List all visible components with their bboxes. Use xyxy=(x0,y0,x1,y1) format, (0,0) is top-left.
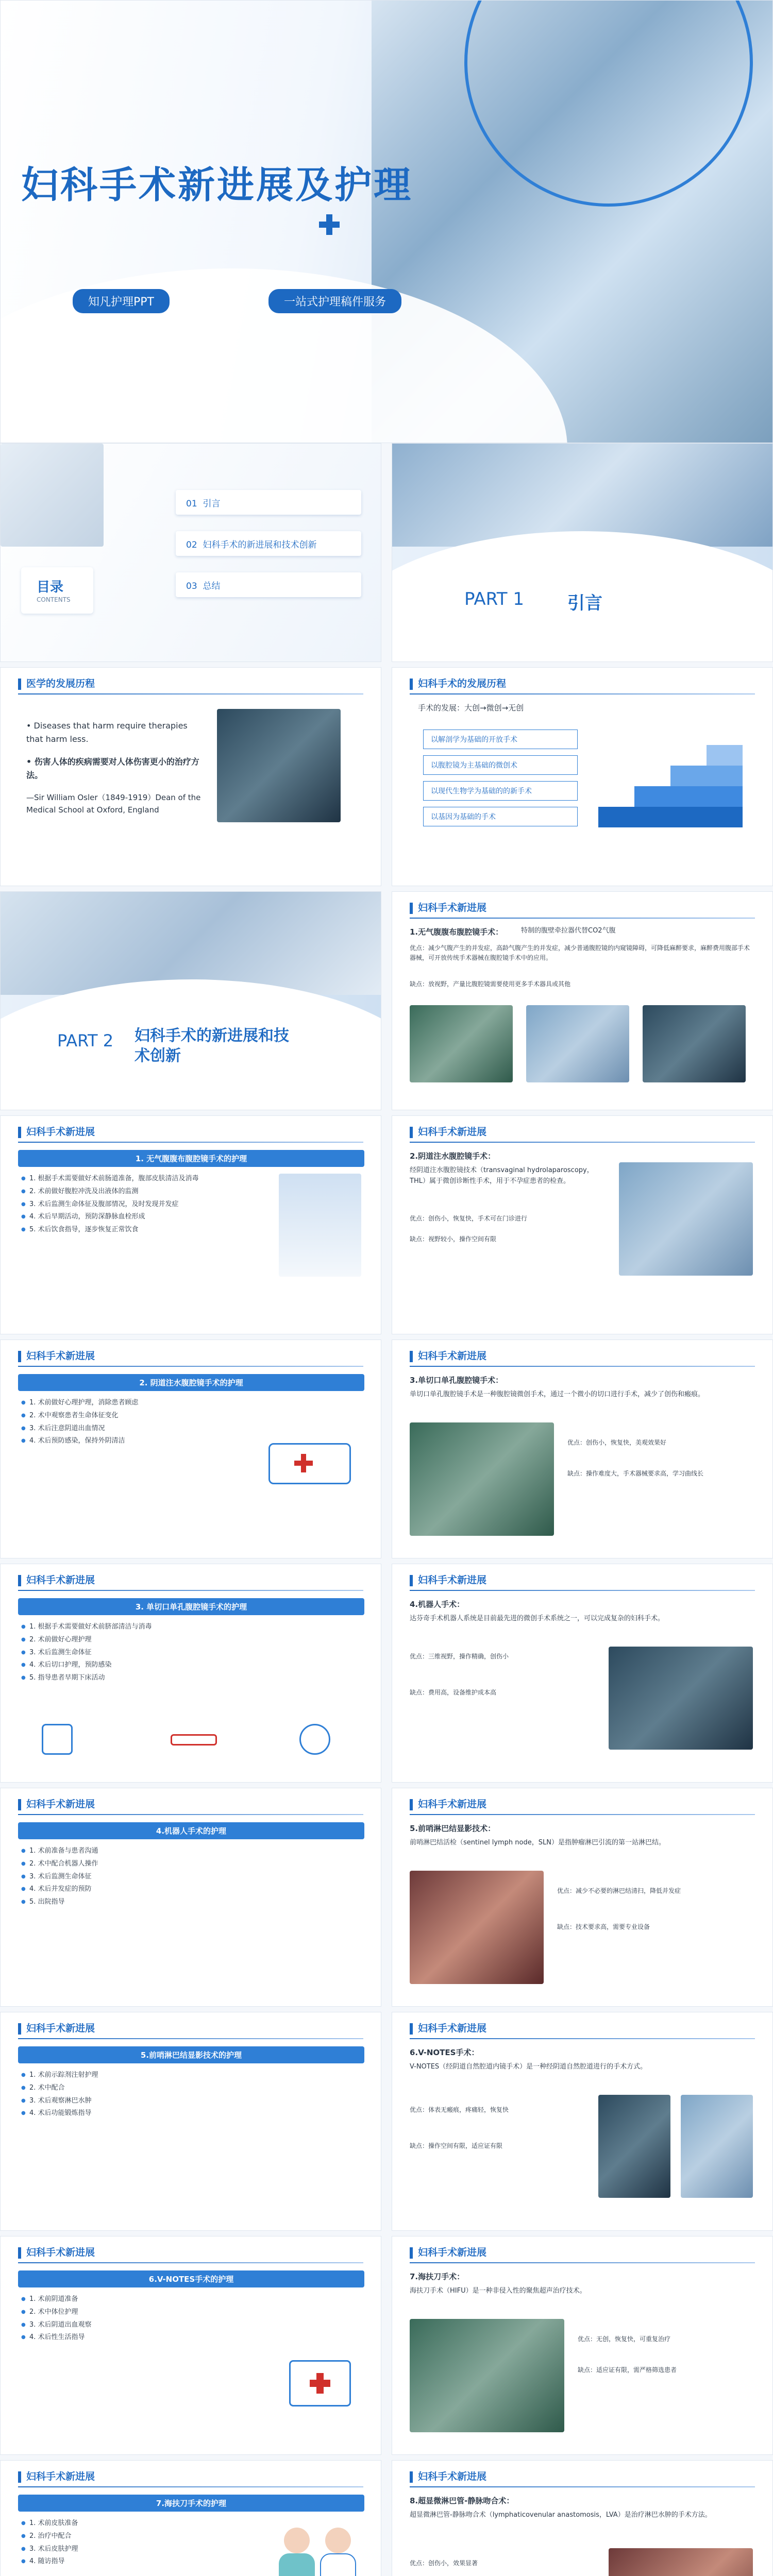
process-header: 妇科手术的发展历程 xyxy=(410,676,506,690)
sentinel-photo xyxy=(410,1871,544,1984)
single-dis: 缺点：操作难度大，手术器械要求高，学习曲线长 xyxy=(567,1470,704,1477)
header-rule xyxy=(410,693,755,694)
pneumo-title: 1.无气腹腹布腹腔镜手术： xyxy=(410,927,503,937)
vnotes2-header: 妇科手术新进展 xyxy=(410,1124,486,1138)
list-item: ● 2. 术中观察患者生命体征变化 xyxy=(21,1411,248,1421)
hysteroscopy-slide xyxy=(392,2236,773,2455)
vnotes-photo-2 xyxy=(681,2095,753,2198)
list-item: ● 1. 根据手术需要做好术前肠道准备，腹部皮肤清洁及消毒 xyxy=(21,1174,268,1184)
lympho-slide xyxy=(392,2460,773,2576)
sentinel-header: 妇科手术新进展 xyxy=(410,1797,486,1810)
list-item: ● 1. 术前皮肤准备 xyxy=(21,2518,258,2529)
list-item: ● 2. 术中配合 xyxy=(21,2083,351,2094)
single-adv: 优点：创伤小，恢复快，美观效果好 xyxy=(567,1439,667,1446)
nurses-illustration xyxy=(279,2528,361,2576)
vnotes-adv: 优点：体表无瘢痕，疼痛轻，恢复快 xyxy=(410,2106,509,2113)
toc-item-3[interactable] xyxy=(176,572,361,597)
list-item: ● 1. 术前做好心理护理，消除患者顾虑 xyxy=(21,1398,248,1409)
nursing7-header: 妇科手术新进展 xyxy=(18,2469,95,2483)
nursing4-list xyxy=(21,1846,351,1910)
single-photo xyxy=(410,1422,554,1536)
hysteroscopy-intro: 海扶刀手术（HIFU）是一种非侵入性的聚焦超声治疗技术。 xyxy=(410,2287,586,2295)
list-item: ● 3. 术后观察淋巴水肿 xyxy=(21,2096,351,2107)
header-rule xyxy=(410,1366,755,1367)
osler-portrait xyxy=(217,709,341,822)
nursing3-list xyxy=(21,1622,351,1686)
list-item: ● 3. 术后监测生命体征 xyxy=(21,1872,351,1883)
part1-label: PART 1 xyxy=(464,589,524,609)
toc-stethoscope-photo xyxy=(1,444,104,547)
process-step-4: 以基因为基础的手术 xyxy=(423,807,578,826)
list-item: ● 4. 术后预防感染，保持外阴清洁 xyxy=(21,1436,248,1447)
list-item: ● 5. 指导患者早期下床活动 xyxy=(21,1673,351,1684)
toc-item-num: 03 xyxy=(186,581,197,591)
toc-item-label: 总结 xyxy=(203,581,221,591)
hysteroscopy-dis: 缺点：适应证有限，需严格筛选患者 xyxy=(578,2366,677,2374)
list-item: ● 4. 术后性生活指导 xyxy=(21,2332,268,2343)
header-rule xyxy=(18,1814,363,1815)
syringe-icon xyxy=(171,1734,217,1745)
list-item: ● 1. 术前阴道准备 xyxy=(21,2294,268,2305)
robot-adv: 优点：三维视野，操作精确，创伤小 xyxy=(410,1653,509,1660)
process-slide xyxy=(392,667,773,886)
vnotes-header: 妇科手术新进展 xyxy=(410,2021,486,2035)
process-stairs-graphic xyxy=(598,745,743,827)
pneumo-slide xyxy=(392,891,773,1110)
part1-slide xyxy=(392,443,773,662)
list-item: ● 2. 术中配合机器人操作 xyxy=(21,1859,351,1870)
nurse-photo xyxy=(279,1174,361,1277)
pneumo-adv: 优点：减少气腹产生的并发症，高龄气腹产生的并发症，减少普通腹腔镜的内窥镜障碍，可降低麻醉要求，麻醉费用腹部手术器械，可开放传统手术器械在腹腔镜手术中的应用。 xyxy=(410,944,750,962)
header-rule xyxy=(18,1590,363,1591)
nursing5-list xyxy=(21,2070,351,2121)
list-item: ● 4. 随访指导 xyxy=(21,2556,258,2567)
pneumo-photo-3 xyxy=(643,1005,746,1082)
history-header: 医学的发展历程 xyxy=(18,676,95,690)
history-quote-1: • Diseases that harm require therapies that harm less. xyxy=(26,721,188,744)
part1-title: 引言 xyxy=(567,593,602,614)
robot-slide xyxy=(392,1564,773,1783)
nursing6-slide xyxy=(0,2236,381,2455)
nursing2-list xyxy=(21,1398,248,1449)
header-rule xyxy=(410,1142,755,1143)
part2-title: 妇科手术的新进展和技术创新 xyxy=(135,1027,289,1065)
sentinel-title: 5.前哨淋巴结显影技术： xyxy=(410,1824,496,1833)
header-rule xyxy=(18,1142,363,1143)
nursing4-header: 妇科手术新进展 xyxy=(18,1797,95,1810)
header-rule xyxy=(410,2486,755,2487)
history-author: —Sir William Osler（1849-1919）Dean of the Medical School at Oxford, England xyxy=(26,793,201,815)
cover-plus-icon xyxy=(319,214,340,235)
vnotes2-slide xyxy=(392,1115,773,1334)
lympho-photo xyxy=(609,2548,753,2576)
nursing1-header: 妇科手术新进展 xyxy=(18,1124,95,1138)
robot-title: 4.机器人手术： xyxy=(410,1600,465,1609)
nursing1-list xyxy=(21,1174,268,1238)
list-item: ● 1. 根据手术需要做好术前脐部清洁与消毒 xyxy=(21,1622,351,1633)
single-intro: 单切口单孔腹腔镜手术是一种腹腔镜微创手术，通过一个微小的切口进行手术，减少了创伤和瘢痕。 xyxy=(410,1391,705,1398)
nursing6-list xyxy=(21,2294,268,2345)
process-subtitle: 手术的发展：大创→微创→无创 xyxy=(418,703,524,713)
single-header: 妇科手术新进展 xyxy=(410,1348,486,1362)
header-rule xyxy=(18,693,363,694)
header-rule xyxy=(18,2262,363,2263)
lympho-header: 妇科手术新进展 xyxy=(410,2469,486,2483)
nursing5-slide xyxy=(0,2012,381,2231)
vnotes-photo-1 xyxy=(598,2095,670,2198)
nursing1-bar: 1. 无气腹腹布腹腔镜手术的护理 xyxy=(18,1150,364,1167)
history-slide xyxy=(0,667,381,886)
part2-label: PART 2 xyxy=(57,1031,114,1050)
header-rule xyxy=(410,2038,755,2039)
nursing4-slide xyxy=(0,1788,381,2007)
nursing3-header: 妇科手术新进展 xyxy=(18,1572,95,1586)
stethoscope-icon xyxy=(299,1724,330,1755)
list-item: ● 4. 术后早期活动，预防深静脉血栓形成 xyxy=(21,1212,268,1223)
toc-item-label: 妇科手术的新进展和技术创新 xyxy=(203,540,317,550)
hysteroscopy-adv: 优点：无创，恢复快，可重复治疗 xyxy=(578,2335,671,2343)
list-item: ● 2. 术前做好心理护理 xyxy=(21,1635,351,1646)
nursing1-slide xyxy=(0,1115,381,1334)
header-rule xyxy=(410,1590,755,1591)
part2-slide xyxy=(0,891,381,1110)
cover-tag-left: 知凡护理PPT xyxy=(73,289,170,313)
nursing5-bar: 5.前哨淋巴结显影技术的护理 xyxy=(18,2046,364,2063)
robot-dis: 缺点：费用高，设备维护成本高 xyxy=(410,1689,497,1696)
single-title: 3.单切口单孔腹腔镜手术： xyxy=(410,1376,503,1385)
header-rule xyxy=(18,1366,363,1367)
nursing3-slide xyxy=(0,1564,381,1783)
process-step-3: 以现代生物学为基础的的新手术 xyxy=(423,781,578,801)
robot-intro: 达芬奇手术机器人系统是目前最先进的微创手术系统之一，可以完成复杂的妇科手术。 xyxy=(410,1615,665,1622)
nursing5-header: 妇科手术新进展 xyxy=(18,2021,95,2035)
lympho-intro: 超显微淋巴管-静脉吻合术（lymphaticovenular anastomosis，LVA）是治疗淋巴水肿的手术方法。 xyxy=(410,2511,712,2519)
list-item: ● 3. 术后阴道出血观察 xyxy=(21,2320,268,2331)
header-rule xyxy=(410,918,755,919)
pneumo-photo-2 xyxy=(526,1005,629,1082)
toc-slide xyxy=(0,443,381,662)
cover-tag-right: 一站式护理稿件服务 xyxy=(268,289,401,313)
cover-slide xyxy=(0,0,773,443)
list-item: ● 5. 出院指导 xyxy=(21,1897,351,1908)
list-item: ● 1. 术前示踪剂注射护理 xyxy=(21,2070,351,2081)
process-step-1: 以解剖学为基础的开放手术 xyxy=(423,730,578,749)
nursing3-bar: 3. 单切口单孔腹腔镜手术的护理 xyxy=(18,1598,364,1615)
sentinel-dis: 缺点：技术要求高，需要专业设备 xyxy=(557,1923,650,1930)
nursing2-header: 妇科手术新进展 xyxy=(18,1348,95,1362)
list-item: ● 4. 术后功能锻炼指导 xyxy=(21,2108,351,2119)
nursing7-slide xyxy=(0,2460,381,2576)
pneumo-dis: 缺点：放视野，产量比腹腔镜需要使用更多手术器具或其他 xyxy=(410,980,571,988)
list-item: ● 3. 术后监测生命体征 xyxy=(21,1648,351,1658)
toc-title: 目录 xyxy=(37,580,64,595)
hysteroscopy-photo xyxy=(410,2319,564,2432)
cover-title: 妇科手术新进展及护理 xyxy=(21,163,413,207)
nursing6-bar: 6.V-NOTES手术的护理 xyxy=(18,2270,364,2287)
medkit-icon xyxy=(289,2360,351,2406)
sentinel-adv: 优点：减少不必要的淋巴结清扫，降低并发症 xyxy=(557,1887,681,1894)
pneumo-header: 妇科手术新进展 xyxy=(410,900,486,914)
hysteroscopy-header: 妇科手术新进展 xyxy=(410,2245,486,2259)
hysteroscopy-title: 7.海扶刀手术： xyxy=(410,2272,465,2281)
pneumo-photo-1 xyxy=(410,1005,513,1082)
lympho-title: 8.超显微淋巴管-静脉吻合术： xyxy=(410,2496,514,2505)
toc-title-en: CONTENTS xyxy=(37,596,71,603)
pneumo-intro: 特制的腹壁牵拉器代替CO2气腹 xyxy=(521,927,616,935)
header-rule xyxy=(18,2038,363,2039)
vnotes-title: 6.V-NOTES手术： xyxy=(410,2048,479,2057)
nursing7-bar: 7.海扶刀手术的护理 xyxy=(18,2495,364,2512)
vnotes2-intro: 经阴道注水腹腔镜技术（transvaginal hydrolaparoscopy，THL）属于微创诊断性手术，用于不孕症患者的检查。 xyxy=(410,1166,594,1185)
sentinel-slide xyxy=(392,1788,773,2007)
toc-item-num: 01 xyxy=(186,499,197,509)
toc-item-label: 引言 xyxy=(203,499,221,509)
nursing7-list xyxy=(21,2518,258,2569)
lympho-adv: 优点：创伤小，效果显著 xyxy=(410,2560,478,2567)
robot-photo xyxy=(609,1647,753,1750)
list-item: ● 3. 术后监测生命体征及腹部情况，及时发现并发症 xyxy=(21,1199,268,1210)
list-item: ● 4. 术后并发症的预防 xyxy=(21,1884,351,1895)
vnotes2-title: 2.阴道注水腹腔镜手术： xyxy=(410,1151,496,1161)
list-item: ● 5. 术后饮食指导，逐步恢复正常饮食 xyxy=(21,1225,268,1235)
list-item: ● 3. 术后皮肤护理 xyxy=(21,2544,258,2555)
ambulance-icon xyxy=(268,1443,351,1484)
header-rule xyxy=(410,1814,755,1815)
list-item: ● 3. 术后注意阴道出血情况 xyxy=(21,1423,248,1434)
robot-header: 妇科手术新进展 xyxy=(410,1572,486,1586)
nursing4-bar: 4.机器人手术的护理 xyxy=(18,1822,364,1839)
vnotes-slide xyxy=(392,2012,773,2231)
toc-item-num: 02 xyxy=(186,540,197,550)
nursing2-slide xyxy=(0,1340,381,1558)
list-item: ● 2. 术前做好腹腔冲洗及出液体的监测 xyxy=(21,1187,268,1197)
vnotes-intro: V-NOTES（经阴道自然腔道内镜手术）是一种经阴道自然腔道进行的手术方式。 xyxy=(410,2063,647,2071)
medicine-icon xyxy=(42,1724,73,1755)
process-step-2: 以腹腔镜为主基础的微创术 xyxy=(423,755,578,775)
history-quote-2: • 伤害人体的疾病需要对人体伤害更小的治疗方法。 xyxy=(26,757,199,780)
toc-item-2[interactable] xyxy=(176,531,361,556)
list-item: ● 2. 治疗中配合 xyxy=(21,2531,258,2542)
list-item: ● 2. 术中体位护理 xyxy=(21,2307,268,2318)
single-slide xyxy=(392,1340,773,1558)
header-rule xyxy=(18,2486,363,2487)
toc-item-1[interactable] xyxy=(176,490,361,515)
sentinel-intro: 前哨淋巴结活检（sentinel lymph node，SLN）是指肿瘤淋巴引流的第一站淋巴结。 xyxy=(410,1839,665,1846)
vnotes2-dis: 缺点：视野较小，操作空间有限 xyxy=(410,1235,497,1243)
vnotes2-photo xyxy=(619,1162,753,1276)
list-item: ● 1. 术前准备与患者沟通 xyxy=(21,1846,351,1857)
vnotes-dis: 缺点：操作空间有限，适应证有限 xyxy=(410,2142,503,2149)
nursing6-header: 妇科手术新进展 xyxy=(18,2245,95,2259)
nursing2-bar: 2. 阴道注水腹腔镜手术的护理 xyxy=(18,1374,364,1391)
header-rule xyxy=(410,2262,755,2263)
vnotes2-adv: 优点：创伤小，恢复快，手术可在门诊进行 xyxy=(410,1215,528,1222)
list-item: ● 4. 术后切口护理，预防感染 xyxy=(21,1660,351,1671)
